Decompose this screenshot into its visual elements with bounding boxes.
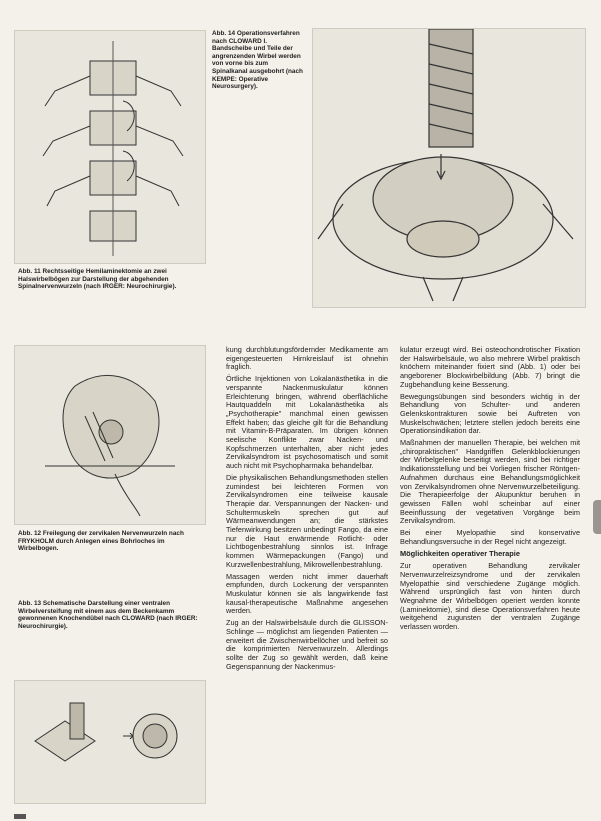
paragraph: Bei einer Myelopathie sind konservative Behandlungsversuche in der Regel nicht angezeigt. bbox=[400, 528, 580, 546]
paragraph: Massagen werden nicht immer dauerhaft empfunden, durch Lockerung der verspannten Muskulatur können sie als langwirkende fast kausal-therapeutische Maßnahme angesehen werden. bbox=[226, 571, 388, 616]
text-column-middle bbox=[226, 346, 388, 674]
text-column-right bbox=[400, 346, 580, 635]
figure-abb11-caption: Abb. 11 Rechtsseitige Hemilaminektomie an zwei Halswirbelbögen zur Darstellung der abgehenden Spinalnervenwurzeln (nach IRGER: Neurochirurgie). bbox=[18, 268, 177, 291]
page-number-mark bbox=[14, 814, 26, 819]
figure-abb12-caption: Abb. 12 Freilegung der zervikalen Nervenwurzeln nach FRYKHOLM durch Anlegen eines Bohrloches im Wirbelbogen. bbox=[18, 530, 184, 553]
paragraph: Maßnahmen der manuellen Therapie, bei welchen mit „chiropraktischen" Handgriffen Gelenkblockierungen der Wirbelgelenke beseitigt werden, sind bei richtiger Indikationsstellung und bei Vorliegen frischer Röntgen-Aufnahmen durchaus eine Behandlungsmöglichkeit von Zervikalsyndromen ohne Nervenwurzelbeteiligung. Die Therapieerfolge der Akupunktur beruhen in gewissen Fällen wohl scheinbar auf einer Beeinflussung der vegetativen Vorgänge beim Zervikalsyndrom. bbox=[400, 438, 580, 526]
paragraph: kulatur erzeugt wird. Bei osteochondrotischer Fixation der Halswirbelsäule, wo also mehrere Wirbel praktisch knöchern miteinander fixiert sind (Abb. 1) oder bei angeborener Blockwirbelbildung (Abb. 7) bringt die Zugbehandlung keine Besserung. bbox=[400, 345, 580, 389]
section-heading: Möglichkeiten operativer Therapie bbox=[400, 549, 520, 559]
figure-abb12-illustration bbox=[14, 345, 206, 525]
paragraph: Zur operativen Behandlung zervikaler Nervenwurzelreizsyndrome und der zervikalen Myelopathie sind verschiedene Zugänge möglich. Während ursprünglich fast von hinten durch Wegnahme der Wirbelbögen operiert werden konnte (Laminektomie), sind diese Operationsverfahren heute weitgehend zugunsten der ventralen Zugänge verlassen worden. bbox=[400, 561, 580, 632]
paragraph: kung durchblutungsfördernder Medikamente am eigengesteuerten Hirnkreislauf ist ohnehin fraglich. bbox=[226, 345, 388, 372]
paragraph: Die physikalischen Behandlungsmethoden stellen zumindest bei leichteren Formen von Zervikalsyndromen eine teilweise kausale Therapie dar. Verspannungen der Nacken- und Schultermuskeln sprechen gut auf Wärmeanwendungen an; die stärkstes Tiefenwirkung besitzen unbedingt Fango, da eine nur die Haut erwärmende Rotlicht- oder Lichtbogenbestrahlung sinnlos ist. Infrage kommen Wärmepackungen (Fango) und Kurzwellenbestrahlung, Mikrowellenbestrahlung. bbox=[226, 472, 388, 569]
figure-abb13-caption: Abb. 13 Schematische Darstellung einer ventralen Wirbelversteifung mit einem aus dem Beckenkamm gewonnenen Knochendübel nach CLOWARD (nach IRGER: Neurochirurgie). bbox=[18, 600, 198, 630]
paragraph: Bewegungsübungen sind besonders wichtig in der Behandlung von Schulter- und anderen Gelenkskontrakturen sowie bei Auftreten von Muskelschwächen; letztere stellen jedoch bereits eine Operationsindikation dar. bbox=[400, 391, 580, 436]
figure-abb14-illustration bbox=[312, 28, 586, 308]
figure-abb14-caption: Abb. 14 Operationsverfahren nach CLOWARD I. Bandscheibe und Teile der angrenzenden Wirbel werden von vorne bis zum Spinalkanal ausgebohrt (nach KEMPE: Operative Neurosurgery). bbox=[212, 30, 303, 91]
figure-abb11-illustration bbox=[14, 30, 206, 264]
page-edge-tab bbox=[593, 500, 601, 534]
figure-abb13-illustration bbox=[14, 680, 206, 804]
paragraph: Örtliche Injektionen von Lokalanästhetika in die verspannte Nackenmuskulatur können Erleichterung bringen, während oberflächliche Hautquaddeln mit Lokalanästhetika als „Psychotherapie" manchmal einen gewissen Effekt haben; das gleiche gilt für die Behandlung mit Vitamin-B-Präparaten. Im übrigen können seelische Konflikte zwar Nacken- und Kopfschmerzen unterhalten, aber nicht jedes Zervikalsyndrom ist psychosomatisch und somit auch nicht mit Psychopharmaka behandelbar. bbox=[226, 374, 388, 471]
paragraph: Zug an der Halswirbelsäule durch die GLISSON-Schlinge — möglichst am liegenden Patienten — erweitert die Zwischenwirbellöcher und befreit so die komprimierten Nervenwurzeln. Allerdings sollte der Zug so gewählt werden, daß keine Gegenspannung der Nackenmus- bbox=[226, 618, 388, 671]
